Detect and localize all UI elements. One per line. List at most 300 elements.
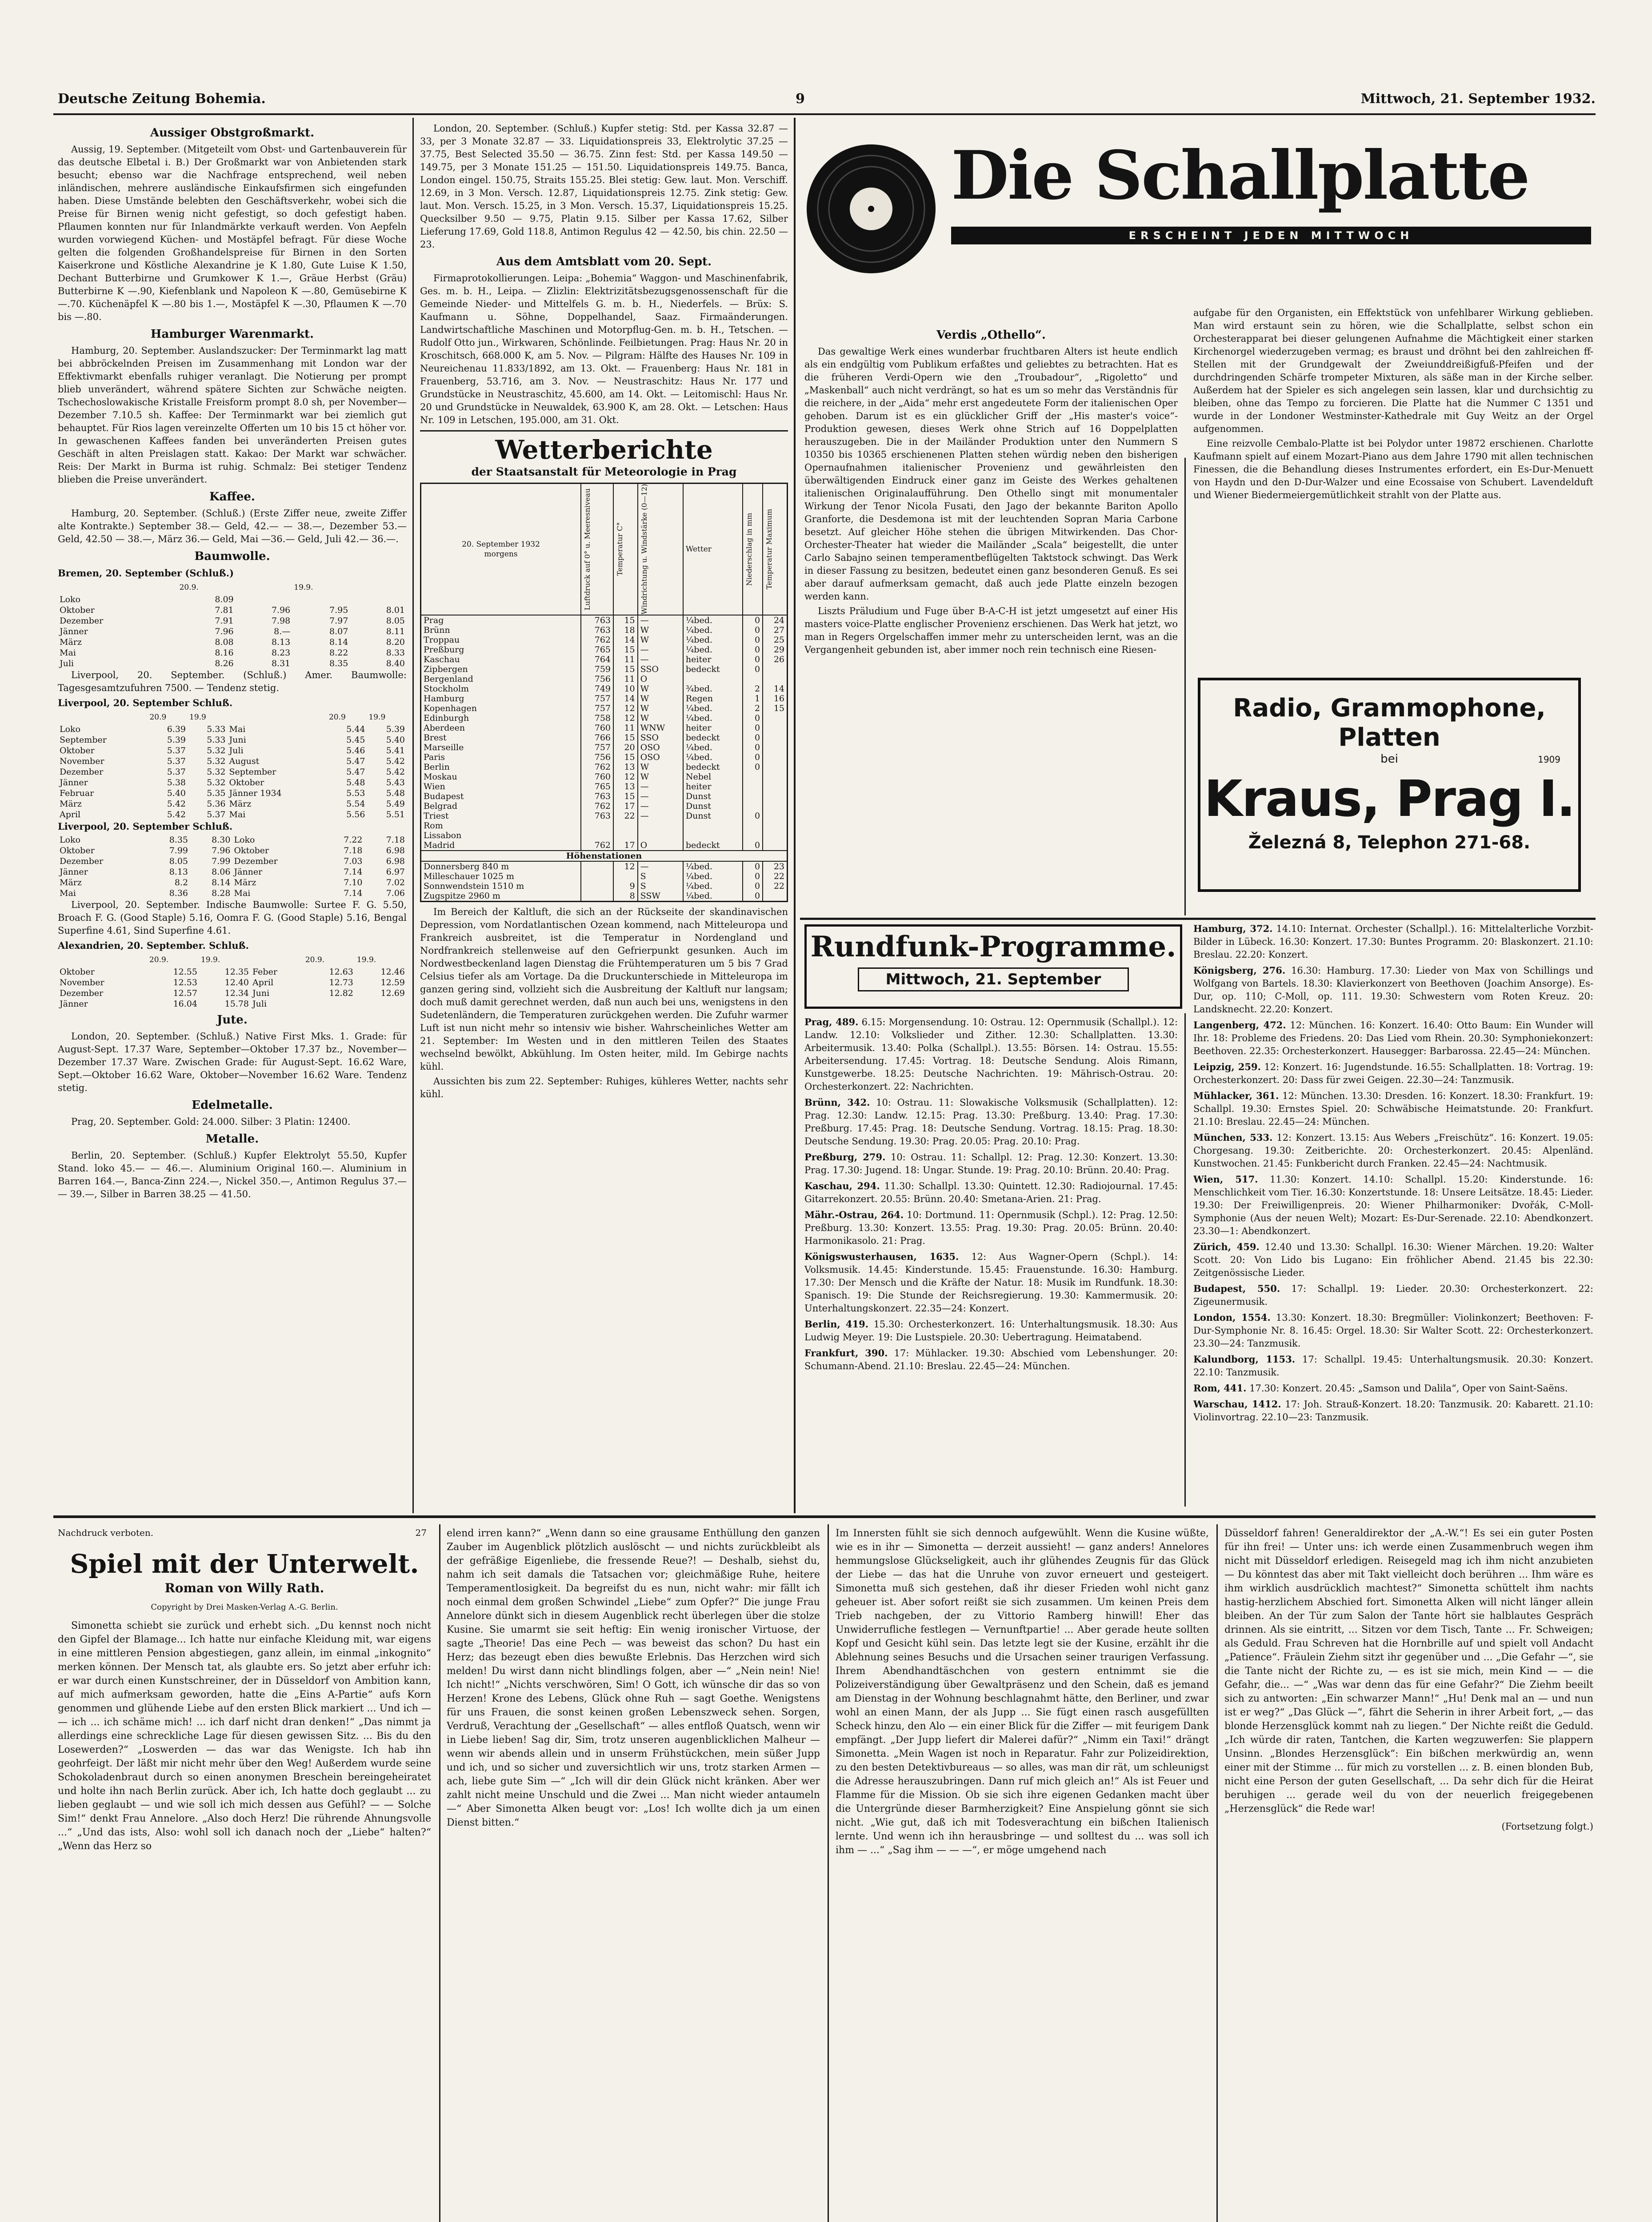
weather-cell: — — [638, 782, 683, 791]
weather-cell — [613, 821, 638, 831]
weather-cell: Troppau — [424, 635, 460, 645]
weather-cell — [763, 772, 787, 782]
weather-cell — [743, 791, 763, 801]
warenmarkt-report: Hamburg, 20. September. Auslandszucker: Der Terminmarkt lag matt bei abbröckelnden Preisen im Zusammenhang mit London war der Effektivmarkt ebenfalls ruhiger veranlagt. Die Notierung per prompt blieb unverändert, während spätere Sichten zur Schwäche neigten. Tschechoslowakische Kristalle Freisform prompt 8.0 sh, per November—Dezember 7.10.5 sh. Kaffee: Der Terminmarkt war bei ziemlich gut behauptet. Für Rios lagen vereinzelte Offerten um 10 bis 15 ct höher vor. In gewaschenen Kaffees fanden bei unveränderten Preisen gutes Geschäft in alten Preislagen statt. Kakao: Der Markt war schwächer. Reis: Der Markt in Burma ist ruhig. Schmalz: Bei stetiger Tendenz blieben die Preise unverändert. — [58, 345, 407, 485]
weather-cell: 8 — [613, 891, 638, 902]
weather-cell: 766 — [581, 733, 613, 743]
weather-cell: S — [638, 881, 683, 891]
weather-cell: 757 — [581, 743, 613, 752]
weather-cell: 762 — [581, 840, 613, 851]
schallplatte-masthead — [804, 129, 1596, 289]
table-cell: 5.42 — [386, 756, 405, 766]
weather-cell: 12 — [613, 772, 638, 782]
table-cell: 7.95 — [329, 605, 348, 615]
novel-continuation: (Fortsetzung folgt.) — [1501, 1821, 1593, 1832]
weather-cell — [613, 831, 638, 840]
table-cell: 8.11 — [386, 627, 405, 636]
weather-cell: 762 — [581, 635, 613, 645]
weather-row — [421, 664, 788, 674]
table-cell: März — [60, 637, 82, 647]
ad-company: Kraus, Prag I. — [1204, 770, 1575, 828]
table-header-cell: 20.9 — [149, 713, 167, 722]
schallplatte-article-right — [1193, 307, 1593, 671]
weather-cell — [763, 811, 787, 821]
masthead-band — [951, 227, 1591, 244]
weather-cell — [743, 801, 763, 811]
weather-cell: heiter — [683, 723, 743, 733]
jute-heading: Jute. — [217, 1013, 248, 1027]
table-cell: 8.35 — [169, 835, 188, 845]
table-cell: Feber — [252, 967, 277, 977]
weather-cell: Rom — [424, 820, 443, 831]
novel-divider — [828, 1524, 829, 2222]
station-name: Frankfurt, 390. — [804, 1347, 888, 1359]
weather-cell — [683, 831, 743, 840]
station-name: Preßburg, 279. — [804, 1151, 886, 1163]
table-cell: 6.98 — [386, 846, 405, 855]
table-cell: 5.42 — [167, 810, 186, 819]
station-name: Warschau, 1412. — [1193, 1399, 1281, 1410]
table-row — [58, 856, 407, 867]
weather-cell: Zipbergen — [424, 664, 468, 674]
table-cell: 5.46 — [346, 746, 365, 755]
station-programme: 12: München. 16: Konzert. 16.40: Otto Baum: Ein Wunder will Ihr. 18: Probleme des Friedens. 20: Das Lied vom Rhein. 20.30: Symphoniekonzert: Beethoven. 22.35: Orchesterkonzert. Hausegger: Barbarossa. 22.45—24: München. — [1193, 1020, 1593, 1056]
weather-cell: 12 — [613, 713, 638, 723]
station-name: Kaschau, 294. — [804, 1180, 880, 1191]
weather-row — [421, 811, 788, 821]
table-header-cell: 19.9 — [368, 713, 386, 722]
table-cell: 12.69 — [380, 988, 405, 998]
liverpool-heading-2: Liverpool, 20. September Schluß. — [58, 821, 233, 832]
header-paper-name: Deutsche Zeitung Bohemia. — [58, 91, 266, 107]
table-row — [58, 809, 407, 820]
table-cell: November — [60, 756, 104, 766]
weather-cell: SSO — [638, 733, 683, 743]
table-row — [58, 977, 407, 988]
table-cell: 8.31 — [271, 659, 291, 668]
weather-cell: 24 — [763, 615, 787, 625]
novel-text-3: Im Innersten fühlt sie sich dennoch aufgewühlt. Wenn die Kusine wüßte, wie es in ihr — Simonetta — derzeit aussieht! — ganz anders! Annelores hemmungslose Glückseligkeit, auch ihr glühendes Zeugnis für das Glück der Liebe — das hat die Unruhe von zuvor erneuert und gesteigert. Simonetta muß sich gestehen, daß ihr dieser Frieden wohl nicht ganz geheuer ist. Aber sofort reißt sie sich zusammen. Um keinen Preis dem Trieb nachgeben, der zu Vittorio Ramberg hinwill! Eher das Unwiderrufliche festlegen — Vernunftpartie! ... Aber gerade heute sollten Kopf und Gesicht kühl sein. Das letzte legt sie der Kusine, erzählt ihr die Ablehnung seines Besuchs und die Ursachen seiner traurigen Verfassung. Ihrem Abendhandtäschchen von gestern entnimmt sie die Polizeiverständigung über Gewaltpräsenz und den Schein, daß es jemand am Dienstag in der Wohnung beschlagnahmt hätte, den Berliner, und zwar wohl an einen Mann, der als Jupp ... Sie fügt einen rasch ausgefüllten Scheck hinzu, den Alo — ein einer Blick für die Ziffer — mit feurigem Dank empfängt. „Der Jupp liefert dir Malerei dafür?“ „Nimm ein Taxi!“ drängt Simonetta. „Mein Wagen ist noch in Reparatur. Fahr zur Polizeidirektion, zu den besten Detektivbureaus — so alles, was man dir rät, um schleunigst die Adresse herauszubringen. Dann ruf mich gleich an!“ Als ist Feuer und Flamme für die Mission. Ob sie sich ihre eigenen Gedanken macht über die Untergründe dieser Barmherzigkeit? Eine Anspielung gönnt sie sich nicht. „Wie gut, daß ich mit Todesverachtung ein bißchen Italienisch lernte. Und wenn ich ihn herausbringe — und solltest du ... was soll ich ihm — ...“ „Sag ihm — — —“, er möge umgehend nach — [836, 1528, 1209, 1856]
weather-cell: 22 — [763, 871, 787, 881]
table-cell: 7.10 — [344, 878, 363, 887]
table-cell: 5.39 — [386, 724, 405, 734]
table-cell: Juni — [252, 988, 270, 998]
table-cell: Juli — [252, 999, 267, 1009]
table-cell: 12.63 — [329, 967, 353, 977]
weather-cell — [743, 772, 763, 782]
table-cell: 5.41 — [386, 746, 405, 755]
weather-cell: Berlin — [424, 762, 450, 772]
table-cell: 8.36 — [169, 888, 188, 898]
table-row — [58, 637, 407, 647]
weather-cell — [581, 891, 613, 902]
weather-cell: OSO — [638, 743, 683, 752]
table-row — [58, 605, 407, 615]
weather-time: morgens — [484, 549, 518, 559]
table-row — [58, 999, 407, 1009]
station-entry — [804, 1318, 1178, 1344]
table-cell: Oktober — [229, 778, 264, 787]
weather-cell: Moskau — [424, 771, 457, 782]
station-programme: 10: Ostrau. 11: Slowakische Volksmusik (Schallplatten). 12: Prag. 12.30: Landw. 12.15: Prag. 13.30: Preßburg. 13.40: Prag. 17.30: Preßburg. 17.45: Prag. 18: Deutsche Sendung. Vortrag. 18.15: Prag. 18.30: Deutsche Sendung. 19.30: Prag. 20.05: Prag. 20.10: Prag. — [804, 1097, 1178, 1147]
station-entry — [804, 1250, 1178, 1315]
weather-cell: 22 — [613, 811, 638, 821]
warenmarkt-heading: Hamburger Warenmarkt. — [150, 328, 314, 341]
weather-cell: 757 — [581, 694, 613, 703]
table-cell: Jänner 1934 — [229, 788, 282, 798]
col-wind: Windrichtung u. Windstärke (0—12) — [640, 484, 648, 615]
weather-cell: Budapest — [424, 791, 464, 801]
station-programme: 12.40 und 13.30: Schallpl. 16.30: Wiener Märchen. 19.20: Walter Scott. 20: Von Lido bis Lugano: Ein fröhlicher Abend. 21.45 bis 22.30: Zeitgenössische Lieder. — [1193, 1242, 1593, 1278]
table-cell: 5.40 — [386, 735, 405, 745]
table-cell: Mai — [60, 648, 76, 658]
header-rule — [53, 113, 1596, 115]
table-cell: Juni — [229, 735, 246, 745]
novel-title: Spiel mit der Unterwelt. — [70, 1549, 419, 1579]
table-header-cell — [58, 954, 148, 967]
table-cell: 8.01 — [386, 605, 405, 615]
amtsblatt-report: Firmaprotokollierungen. Leipa: „Bohemia“ Waggon- und Maschinenfabrik, Ges. m. b. H., Leipa. — Zlizlin: Elektrizitätsbezugsgenossenschaft für die Gemeinde Nieder- und Mittelfels G. m. b. H., Niederfels. — Brüx: S. Kaufmann u. Söhne, Doppelhandel, Saaz. Firmaänderungen. Landwirtschaftliche Maschinen und Motorpflug-Gen. m. b. H., Tetschen. — Rudolf Otto jun., Wirkwaren, Schönlinde. Feilbietungen. Prag: Haus Nr. 20 in Kroschitsch, 668.000 K, am 5. Nov. — Pilgram: Hälfte des Hauses Nr. 109 in Neureichenau 11.833/1892, am 13. Okt. — Frauenberg: Haus Nr. 181 in Frauenberg, 53.716, am 3. Nov. — Neustraschitz: Haus Nr. 177 und Grundstücke in Neustraschitz, 45.600, am 14. Okt. — Leitomischl: Haus Nr. 20 und Grundstücke in Neuwaldek, 63.900 K, am 28. Okt. — Letschen: Haus Nr. 109 in Letschen, 195.000, am 31. Okt. — [420, 273, 788, 425]
table-cell: Juli — [60, 659, 74, 668]
weather-cell: — — [638, 615, 683, 625]
weather-cell: 15 — [763, 703, 787, 713]
weather-cell — [763, 891, 787, 902]
weather-row — [421, 871, 788, 881]
radio-top-rule — [800, 918, 1596, 920]
weather-cell — [581, 881, 613, 891]
novel-text-4: Düsseldorf fahren! Generaldirektor der „A.-W.“! Es sei ein guter Posten für ihn frei! — Unter uns: ich werde einen Zusammenbruch wegen ihm nicht mit Düsseldorf erledigen. Reisegeld mag ich ihm nicht anzubieten — Du könntest das aber mit Takt vielleicht doch berühren ... Ihm wäre es ihm wirklich ausdrücklich machtest?“ Simonetta schüttelt ihm nachts hastig-herzlichem Abschied fort. Simonetta Alken will nicht länger allein bleiben. An der Tür zum Salon der Tante hört sie halblautes Gespräch drinnen. Als sie eintritt, ... Sitzen vor dem Tisch, Tante ... Fr. Schweigen; als Geduld. Frau Schreven hat die Hornbrille auf und spielt voll Andacht „Patience“. Fräulein Ziehm sitzt ihr gegenüber und ... „Die Gefahr —“, sie die Tante nicht der Richte zu, — es ist sie mich, mein Kind — — die Gefahr, die... —“ „Was war denn das für eine Gefahr?“ Die Ziehm beeilt sich zu antworten: „Ein schwarzer Mann!“ „Hu! Denk mal an — und nun ist er weg?“ „Das Glück —“, fährt die Seherin in ihrer Arbeit fort, „— das blonde Herzensglück kommt nah zu liegen.“ Der Nichte reißt die Geduld. „Ich würde dir raten, Tantchen, die Karten wegzuwerfen: Sie plappern Unsinn. „Blondes Herzensglück“: Ein bißchen merkwürdig an, wenn einer mit der Stimme ... für mich zu vorstellen ... z. B. einen blonden Bub, nicht eine Person der guten Gesellschaft, ... Da sehr dich für die Heirat beruhigen ... gerade weil du von der neuerlich freigegebenen „Herzensglück“ die Rede war! — [1224, 1528, 1593, 1814]
weather-cell: Brest — [424, 732, 447, 743]
weather-cell: — — [638, 861, 683, 871]
weather-cell: Kaschau — [424, 654, 460, 664]
station-name: Mähr.-Ostrau, 264. — [804, 1209, 904, 1220]
weather-cell: 0 — [743, 615, 763, 625]
table-cell: 7.03 — [344, 856, 363, 866]
table-row — [58, 845, 407, 856]
weather-cell: 0 — [743, 743, 763, 752]
station-entry — [1193, 1019, 1593, 1058]
station-entry — [1193, 1382, 1593, 1395]
ad-bei: bei — [1380, 752, 1398, 766]
station-entry — [1193, 1353, 1593, 1379]
weather-cell — [763, 713, 787, 723]
weather-cell: 29 — [763, 645, 787, 655]
header-date: Mittwoch, 21. September 1932. — [1360, 91, 1596, 107]
weather-cell: W — [638, 625, 683, 635]
weather-row — [421, 733, 788, 743]
weather-cell: 10 — [613, 684, 638, 694]
table-cell: 12.55 — [173, 967, 197, 977]
table-row — [58, 967, 407, 977]
weather-cell — [683, 821, 743, 831]
table-row — [58, 777, 407, 788]
weather-cell: Kopenhagen — [424, 703, 477, 713]
table-cell: 8.13 — [169, 867, 188, 877]
novel-divider — [1216, 1524, 1218, 2222]
weather-cell: 16 — [763, 694, 787, 703]
weather-row — [421, 674, 788, 684]
table-cell: 5.39 — [167, 735, 186, 745]
weather-cell — [763, 831, 787, 840]
table-cell: März — [60, 878, 82, 887]
weather-cell: 1 — [743, 694, 763, 703]
table-cell: Jänner — [60, 867, 88, 877]
weather-cell: 22 — [763, 881, 787, 891]
station-entry — [1193, 1240, 1593, 1279]
weather-cell: 14 — [763, 684, 787, 694]
table-cell: Loko — [60, 595, 81, 604]
table-cell: Jänner — [60, 999, 88, 1009]
table-cell: 5.32 — [207, 767, 226, 777]
edelmetalle-heading: Edelmetalle. — [192, 1099, 273, 1112]
table-cell: Dezember — [60, 856, 104, 866]
table-cell: 8.14 — [329, 637, 348, 647]
masthead-title: Die Schallplatte — [951, 136, 1529, 215]
table-cell: 8.30 — [212, 835, 231, 845]
weather-cell: Stockholm — [424, 683, 469, 694]
table-cell: Oktober — [60, 967, 95, 977]
table-row — [58, 658, 407, 669]
table-cell — [236, 594, 292, 605]
weather-cell: ¼bed. — [683, 752, 743, 762]
table-cell: 7.98 — [271, 616, 291, 626]
weather-cell: 14 — [613, 694, 638, 703]
weather-cell: Bergenland — [424, 674, 473, 684]
table-cell: 6.39 — [167, 724, 186, 734]
station-name: Langenberg, 472. — [1193, 1019, 1286, 1031]
table-cell: Loko — [60, 835, 81, 845]
weather-cell: 0 — [743, 752, 763, 762]
station-name: Kalundborg, 1153. — [1193, 1354, 1296, 1365]
table-cell: 12.53 — [173, 978, 197, 987]
kaffee-report: Hamburg, 20. September. (Schluß.) (Erste Ziffer neue, zweite Ziffer alte Kontrakte.) September 38.— Geld, 42.— — 38.—, Dezember 53.— Geld, 42.50 — 38.—, März 36.— Geld, Mai —36.— Geld, Juli 42.— 36.—. — [58, 508, 407, 544]
station-programme: 11.30: Schallpl. 13.30: Quintett. 12.30: Radiojournal. 17.45: Gitarrekonzert. 20.55: Brünn. 20.40: Smetana-Arien. 21: Prag. — [804, 1181, 1178, 1204]
ad-address: Železná 8, Telephon 271-68. — [1248, 832, 1531, 853]
table-cell: Dezember — [60, 988, 104, 998]
weather-cell — [763, 743, 787, 752]
table-cell: 12.59 — [380, 978, 405, 987]
table-cell: 8.33 — [386, 648, 405, 658]
station-name: Wien, 517. — [1193, 1174, 1258, 1185]
station-programme: 17: Schallpl. 19.45: Unterhaltungsmusik. 20.30: Konzert. 22.10: Tanzmusik. — [1193, 1354, 1593, 1378]
schallplatte-article-left — [804, 324, 1178, 902]
table-row — [58, 724, 407, 735]
weather-cell: bedeckt — [683, 762, 743, 772]
weather-cell — [763, 752, 787, 762]
weather-date: 20. September 1932 — [462, 540, 540, 549]
novel-column-3 — [836, 1527, 1209, 2222]
weather-cell — [763, 674, 787, 684]
weather-cell: W — [638, 684, 683, 694]
weather-cell: Wien — [424, 781, 445, 791]
weather-cell: Madrid — [424, 840, 455, 850]
weather-row — [421, 703, 788, 713]
station-name: München, 533. — [1193, 1132, 1273, 1143]
station-programme: 17: Mühlacker. 19.30: Abschied vom Lebenshunger. 20: Schumann-Abend. 21.10: Breslau. 22.45—24: München. — [804, 1348, 1178, 1371]
amtsblatt-heading: Aus dem Amtsblatt vom 20. Sept. — [496, 255, 712, 268]
weather-cell — [581, 861, 613, 871]
weather-cell: W — [638, 635, 683, 645]
table-cell: 5.36 — [207, 799, 226, 809]
weather-row — [421, 821, 788, 831]
table-cell: 12.73 — [329, 978, 353, 987]
weather-report: Im Bereich der Kaltluft, die sich an der Rückseite der skandinavischen Depression, vom Nordatlantischen Ozean kommend, nach Mitteleuropa und Frankreich ausbreitet, ist die Temperatur in Nordengland und Nordfrankreich stellenweise auf den Gefrierpunkt gesunken. Auch im Nordwestbeckenland lagen Dienstag die Frühtemperaturen um 5 bis 7 Grad Celsius tiefer als am Vortage. Da die Druckunterschiede in Mitteleuropa im ganzen gering sind, vollzieht sich die Ausbreitung der Kaltluft nur langsam; doch muß damit gerechnet werden, daß nun auch bei uns, wenigstens in den Sudetenländern, die Temperaturen zurückgehen werden. Die Zufuhr warmer Luft ist nun nicht mehr so intensiv wie bisher. Wahrscheinliches Wetter am 21. September: Im Westen und in den mittleren Teilen des Staates wechselnd bewölkt, Abkühlung. Im Osten heiter, mild. Im Gebirge nachts kühl. — [420, 906, 788, 1072]
weather-cell: Marseille — [424, 742, 464, 752]
weather-cell: 20 — [613, 743, 638, 752]
weather-cell — [581, 821, 613, 831]
weather-cell: ¾bed. — [683, 684, 743, 694]
weather-cell: 0 — [743, 861, 763, 871]
radio-date: Mittwoch, 21. September — [858, 967, 1129, 991]
station-programme: 12: Konzert. 13.15: Aus Webers „Freischütz“. 16: Konzert. 19.05: Chorgesang. 19.30: Zeitberichte. 20: Orchesterkonzert. 20.45: Alpenländ. Kunstwochen. 21.45: Funkbericht durch Franken. 22.45—24: Nachtmusik. — [1193, 1132, 1593, 1169]
station-name: Leipzig, 259. — [1193, 1061, 1261, 1072]
table-cell: September — [229, 767, 276, 777]
page-header — [58, 91, 1596, 109]
table-cell: 12.57 — [173, 988, 197, 998]
weather-cell — [743, 674, 763, 684]
table-cell: 7.97 — [329, 616, 348, 626]
weather-row — [421, 772, 788, 782]
weather-cell: Brünn — [424, 625, 450, 635]
weather-cell: 0 — [743, 881, 763, 891]
alexandrien-table — [58, 954, 407, 1009]
station-name: Brünn, 342. — [804, 1097, 870, 1108]
weather-cell: Regen — [683, 694, 743, 703]
table-cell: Juli — [229, 746, 244, 755]
weather-cell: 0 — [743, 625, 763, 635]
liverpool-table-2 — [58, 835, 407, 899]
table-cell: Mai — [60, 888, 76, 898]
table-cell: 8.08 — [215, 637, 234, 647]
table-cell: 8.07 — [329, 627, 348, 636]
table-cell: 8.05 — [169, 856, 188, 866]
table-header-cell: 19.9. — [294, 583, 313, 592]
metalle-report: Berlin, 20. September. (Schluß.) Kupfer Elektrolyt 55.50, Kupfer Stand. loko 45.— — 46.—. Aluminium Original 160.—. Aluminium in Barren 164.—, Banca-Zinn 224.—, Nickel 350.—, Antimon Regulus 37.— — 39.—, Silber in Barren 38.25 — 41.50. — [58, 1150, 407, 1199]
table-cell: Oktober — [60, 846, 95, 855]
weather-cell: ¼bed. — [683, 645, 743, 655]
column-divider — [1184, 458, 1186, 915]
weather-cell: Edinburgh — [424, 713, 469, 723]
table-row — [58, 877, 407, 888]
station-entry — [1193, 964, 1593, 1016]
masthead-subline: ERSCHEINT JEDEN MITTWOCH — [1128, 229, 1414, 242]
weather-cell: — — [638, 645, 683, 655]
table-row — [58, 788, 407, 799]
weather-row — [421, 891, 788, 902]
weather-cell: SSW — [638, 891, 683, 902]
table-header-cell: 20.9. — [179, 583, 199, 592]
weather-cell: 15 — [613, 791, 638, 801]
radio-programme-right — [1193, 922, 1593, 1509]
weather-row — [421, 752, 788, 762]
weather-row — [421, 713, 788, 723]
table-cell: 5.47 — [346, 756, 365, 766]
table-cell: 16.04 — [173, 999, 197, 1009]
weather-cell: 14 — [613, 635, 638, 645]
weather-cell: 12 — [613, 861, 638, 871]
table-row — [58, 594, 407, 605]
table-header-cell: 19.9. — [200, 955, 220, 964]
table-row — [58, 745, 407, 756]
weather-cell — [638, 821, 683, 831]
table-cell: Mai — [234, 888, 251, 898]
weather-cell: Dunst — [683, 801, 743, 811]
table-cell: März — [60, 799, 82, 809]
weather-cell: 0 — [743, 891, 763, 902]
weather-cell: 13 — [613, 782, 638, 791]
table-cell: 6.98 — [386, 856, 405, 866]
table-header-cell: 19.9 — [189, 713, 206, 722]
station-entry — [804, 1208, 1178, 1247]
table-cell: 5.37 — [167, 746, 186, 755]
table-cell — [350, 594, 407, 605]
weather-cell: — — [638, 655, 683, 664]
station-programme: 16.30: Hamburg. 17.30: Lieder von Max von Schillings und Wolfgang von Bartels. 18.30: Klavierkonzert von Beethoven (Joachim Ansorge). Es-Dur, op. 110; C-Moll, op. 111. 19.30: Schwestern vom Roten Kreuz. 20: Landsknecht. 22.20: Konzert. — [1193, 965, 1593, 1015]
weather-row — [421, 635, 788, 645]
bremen-table — [58, 581, 407, 669]
table-cell: 5.35 — [207, 788, 226, 798]
ad-line-1: Radio, Grammophone, — [1233, 694, 1546, 723]
table-row — [58, 767, 407, 777]
station-entry — [1193, 1131, 1593, 1170]
table-cell: 12.34 — [224, 988, 249, 998]
weather-cell: Dunst — [683, 811, 743, 821]
weather-cell: Lissabon — [424, 830, 462, 840]
table-cell: 7.14 — [344, 888, 363, 898]
table-header-cell: 20.9. — [305, 955, 325, 964]
table-cell: 12.46 — [380, 967, 405, 977]
otello-text: Das gewaltige Werk eines wunderbar fruchtbaren Alters ist heute endlich als ein endgültig vom Publikum erfaßtes und geliebtes zu betrachten. Hat es die früheren Verdi-Opern wie den „Troubadour“, „Rigoletto“ und „Maskenball“ auch nicht verdrängt, so hat es um so mehr das Verständnis für die reichere, in der „Aida“ mehr erst angedeutete Form der italienischen Oper gehoben. Darum ist es ein glücklicher Griff der „His master's voice“-Produktion gewesen, dieses Werk ohne Strich auf 16 Doppelplatten herauszugeben. Die in der Mailänder Produktion unter den Nummern S 10350 bis 10365 erschienenen Platten stehen würdig neben den bisherigen Opernaufnahmen italienischer Provenienz und gewährleisten den überwältigenden Eindruck einer ganz im Geiste des Werkes gehaltenen italienischen Originalaufführung. Den Othello singt mit monumentaler Wirkung der Tenor Nicola Fusati, den Jago der bekannte Bariton Apollo Granforte, die Desdemona ist mit der leuchtenden Sopran Maria Carbone besetzt. Auf gleicher Höhe stehen die übrigen Mitwirkenden. Das Chor-Orchester-Theater hat wieder die Mailänder „Scala“ beigestellt, die unter Carlo Sabajno seinen temperamentbeflügelten Taktstock schwingt. Das Werk in dieser Fassung zu besitzen, bedeutet einen ganz besonderen Genuß. Es sei aber darauf aufmerksam gemacht, daß auch jede Platte einzeln bezogen werden kann. — [804, 346, 1178, 602]
novel-column-2 — [447, 1527, 820, 2222]
weather-cell — [763, 840, 787, 851]
weather-cell: ¼bed. — [683, 861, 743, 871]
weather-cell — [763, 762, 787, 772]
station-entry — [804, 1015, 1178, 1093]
novel-text-2: elend irren kann?“ „Wenn dann so eine grausame Enthüllung den ganzen Zauber im Augenblick plötzlich auslöscht — und nichts zurückbleibt als der gefräßige Eigenliebe, die fressende Reue?! — Deshalb, siehst du, nahm ich seit damals die Tatsachen vor; gleichmäßige Ruhe, heitere Temperamentlosigkeit. Da begreifst du es nun, nicht wahr: mir fällt ich noch einmal dem großen Schwindel „Liebe“ zum Opfer?“ Die junge Frau Annelore dünkt sich in diesem Augenblick recht überlegen über die stolze Kusine. Sie umarmt sie seit heftig: Ein wenig ironischer Virtuose, der sagte „Theorie! Das eine Pech — was beweist das schon? Du hast ein Herz; das bezeugt eben dies bewußte Erlebnis. Das Herzchen wird sich melden! Du wirst dann nicht blindlings folgen, aber —“ „Nein nein! Nie! Ich nicht!“ „Nichts verschwören, Sim! O Gott, ich wünsche dir das so von Herzen! Krone des Lebens, Glück ohne Ruh — sagt Goethe. Wenigstens für uns Frauen, die sonst keinen großen Lebenszweck sehen. Sorgen, Verdruß, Verachtung der „Gesellschaft“ — alles entfloß Quatsch, wenn wir in Liebe lieben! Sag dir, Sim, trotz unseren augenblicklichen Malheur — wenn wir abends allein und in unserm Frühstückchen, mein süßer Jupp und ich, und so sicher und zuversichtlich wir uns, trotz starken Armen — ach, liebe gute Sim —“ „Ich will dir dein Glück nicht kränken. Aber wer zahlt nicht meine Unschuld und die Zwei ... Man nicht wieder antaumeln —“ Aber Simonetta Alken beugt vor: „Los! Ich wollte dich ja um einen Dienst bitten.“ — [447, 1528, 820, 1828]
station-programme: 14.10: Internat. Orchester (Schallpl.). 16: Mittelalterliche Vorzbit-Bilder in Lübeck. 16.30: Konzert. 17.30: Buntes Programm. 20: Blaskonzert. 21.10: Breslau. 22.20: Konzert. — [1193, 923, 1593, 960]
otello-heading: Verdis „Othello“. — [936, 328, 1046, 342]
table-cell: 5.49 — [386, 799, 405, 809]
bremen-heading: Bremen, 20. September (Schluß.) — [58, 567, 234, 579]
edelmetalle-report: Prag, 20. September. Gold: 24.000. Silber: 3 Platin: 12400. — [71, 1116, 351, 1127]
weather-cell: 0 — [743, 811, 763, 821]
table-cell: 8.13 — [271, 637, 291, 647]
table-cell: 8.23 — [271, 648, 291, 658]
weather-row — [421, 861, 788, 871]
table-cell: 8.20 — [386, 637, 405, 647]
table-cell: März — [234, 878, 256, 887]
weather-cell: 2 — [743, 684, 763, 694]
weather-cell — [581, 871, 613, 881]
weather-cell: 27 — [763, 625, 787, 635]
station-name: Königsberg, 276. — [1193, 965, 1286, 976]
weather-cell: Sonnwendstein 1510 m — [424, 881, 524, 891]
weather-cell: 762 — [581, 762, 613, 772]
table-cell: 5.53 — [346, 788, 365, 798]
table-cell: 5.43 — [386, 778, 405, 787]
kaffee-heading: Kaffee. — [209, 490, 255, 504]
weather-cell: 11 — [613, 674, 638, 684]
weather-cell: 0 — [743, 762, 763, 772]
weather-row — [421, 791, 788, 801]
table-cell: 8.40 — [386, 659, 405, 668]
table-cell: 5.32 — [207, 746, 226, 755]
table-header-cell: 20.9. — [149, 955, 169, 964]
table-cell: Loko — [234, 835, 255, 845]
weather-cell: 15 — [613, 733, 638, 743]
table-cell: 5.48 — [346, 778, 365, 787]
cembalo-text: Eine reizvolle Cembalo-Platte ist bei Polydor unter 19872 erschienen. Charlotte Kaufmann spielt auf einem Mozart-Piano aus dem Jahre 1790 mit allen technischen Finessen, die die Behandlung dieses Instrumentes erfordert, ein Es-Dur-Menuett von Haydn und den D-Dur-Walzer und eine Ecossaise von Schubert. Lavendelduft und Wiener Biedermeiergemütlichkeit strahlt von der Platte aus. — [1193, 438, 1593, 500]
